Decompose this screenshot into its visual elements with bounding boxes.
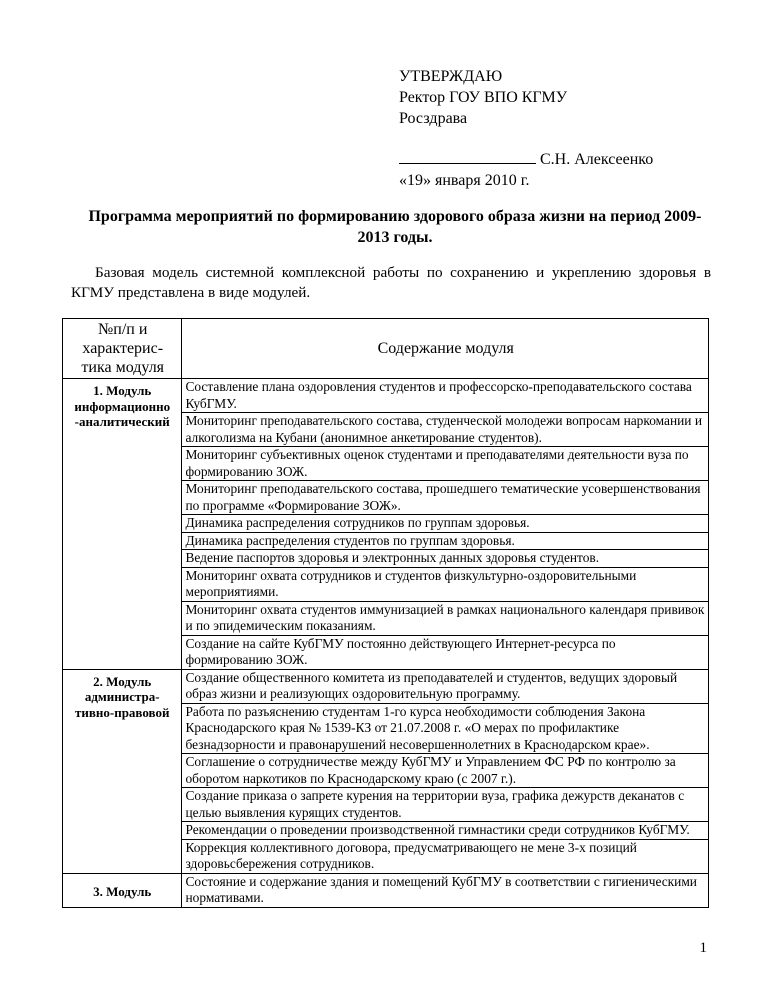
table-cell: Мониторинг охвата сотрудников и студентов физкультурно-оздоровительными мероприятиями. (182, 567, 709, 601)
signature-line (399, 149, 536, 164)
table-cell: Рекомендации о проведении производственной гимнастики среди сотрудников КубГМУ. (182, 822, 709, 840)
module-3-name: 3. Модуль (63, 873, 182, 907)
table-cell: Состояние и содержание здания и помещений КубГМУ в соответствии с гигиеническими нормативами. (182, 873, 709, 907)
table-cell: Создание общественного комитета из преподавателей и студентов, ведущих здоровый образ жизни и реализующих оздоровительную программу. (182, 669, 709, 703)
table-cell: Коррекция коллективного договора, предусматривающего не мене 3-х позиций здоровьсбережения сотрудников. (182, 839, 709, 873)
module-2-name: 2. Модуль администра- тивно-правовой (63, 669, 182, 873)
module-1-name: 1. Модуль информационно -аналитический (63, 379, 182, 670)
modules-table (62, 318, 709, 908)
intro-paragraph: Базовая модель системной комплексной работы по сохранению и укреплению здоровья в КГМУ представлена в виде модулей. (71, 264, 711, 301)
approval-position: Ректор ГОУ ВПО КГМУ (399, 89, 568, 106)
header-col1: №п/п и характерис- тика модуля (63, 319, 182, 379)
page-number: 1 (699, 940, 707, 956)
table-row (63, 873, 709, 907)
approval-signature (399, 149, 653, 170)
table-cell: Мониторинг преподавательского состава, прошедшего тематические усовершенствования по программе «Формирование ЗОЖ». (182, 481, 709, 515)
table-cell: Создание приказа о запрете курения на территории вуза, графика дежурств деканатов с целью выявления курящих студентов. (182, 788, 709, 822)
approval-signer: С.Н. Алексеенко (540, 151, 654, 168)
document-title: Программа мероприятий по формированию здорового образа жизни на период 2009-2013 годы. (88, 208, 702, 246)
table-row (63, 669, 709, 703)
table-header-row (63, 319, 709, 379)
table-cell: Создание на сайте КубГМУ постоянно действующего Интернет-ресурса по формированию ЗОЖ. (182, 635, 709, 669)
table-cell: Мониторинг охвата студентов иммунизацией в рамках национального календаря прививок и по эпидемическим показаниям. (182, 601, 709, 635)
header-col2: Содержание модуля (182, 319, 709, 379)
table-cell: Мониторинг субъективных оценок студентами и преподавателями деятельности вуза по формированию ЗОЖ. (182, 447, 709, 481)
table-cell: Мониторинг преподавательского состава, студенческой молодежи вопросам наркомании и алкоголизма на Кубани (анонимное анкетирование студентов). (182, 413, 709, 447)
table-row (63, 379, 709, 413)
approval-date: «19» января 2010 г. (399, 172, 530, 189)
table-cell: Динамика распределения студентов по группам здоровья. (182, 532, 709, 550)
approval-block (399, 66, 653, 191)
table-cell: Динамика распределения сотрудников по группам здоровья. (182, 515, 709, 533)
approval-org: Росздрава (399, 110, 468, 127)
table-cell: Соглашение о сотрудничестве между КубГМУ и Управлением ФС РФ по контролю за оборотом наркотиков по Краснодарскому краю (с 2007 г.). (182, 754, 709, 788)
table-cell: Ведение паспортов здоровья и электронных данных здоровья студентов. (182, 550, 709, 568)
table-cell: Работа по разъяснению студентам 1-го курса необходимости соблюдения Закона Краснодарского края № 1539-КЗ от 21.07.2008 г. «О мерах по профилактике безнадзорности и правонарушений несовершеннолетних в Краснодарском крае». (182, 703, 709, 754)
approval-word: УТВЕРЖДАЮ (399, 68, 503, 85)
table-cell: Составление плана оздоровления студентов и профессорско-преподавательского состава КубГМУ. (182, 379, 709, 413)
